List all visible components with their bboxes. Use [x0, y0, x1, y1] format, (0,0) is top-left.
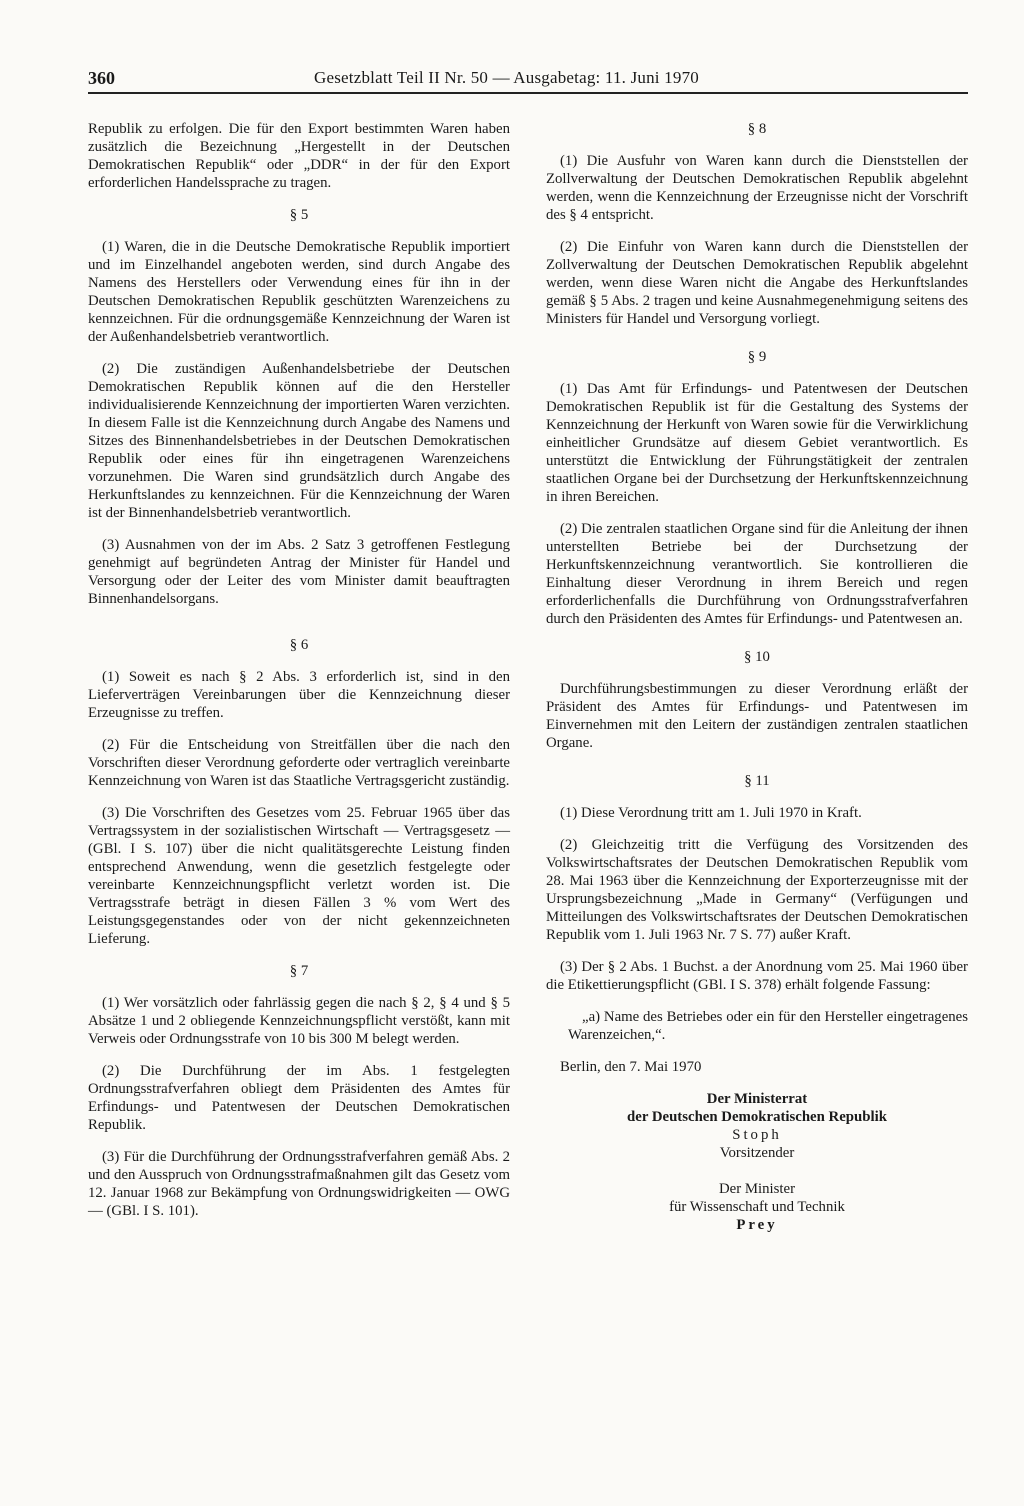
paragraph: Durchführungsbestimmungen zu dieser Verordnung erläßt der Präsident des Amtes für Erfindungs- und Patentwesen im Einvernehmen mit den Leitern der zuständigen zentralen staatlichen Organe.	[546, 681, 968, 751]
signatory-body: Der Ministerrat	[706, 1091, 808, 1107]
quoted-amendment: „a) Name des Betriebes oder ein für den Hersteller eingetragenes Warenzeichen,“.	[568, 1009, 968, 1043]
page-header	[88, 62, 968, 92]
left-column	[88, 120, 510, 1234]
signatory-role: Vorsitzender	[719, 1145, 795, 1161]
paragraph: (2) Die zentralen staatlichen Organe sind für die Anleitung der ihnen unterstellten Betriebe bei der Durchsetzung der Herkunftskennzeichnung verantwortlich. Sie kontrollieren die Einhaltung dieser Verordnung in ihrem Bereich und regen erforderlichenfalls die Durchführung von Ordnungsstrafverfahren durch den Präsidenten des Amtes für Erfindungs- und Patentwesen an.	[546, 521, 968, 627]
paragraph: Republik zu erfolgen. Die für den Export bestimmten Waren haben zusätzlich die Bezeichnung „Hergestellt in der Deutschen Demokratischen Republik“ oder „DDR“ in der für den Export erforderlichen Handelssprache zu tragen.	[88, 121, 510, 191]
signature-block	[546, 1090, 968, 1234]
paragraph: (2) Gleichzeitig tritt die Verfügung des Vorsitzenden des Volkswirtschaftsrates der Deutschen Demokratischen Republik vom 28. Mai 1963 über die Kennzeichnung der Exporterzeugnisse mit der Ursprungsbezeichnung „Made in Germany“ (Verfügungen und Mitteilungen des Volkswirtschaftsrates der Deutschen Demokratischen Republik vom 1. Juli 1963 Nr. 7 S. 77) außer Kraft.	[546, 837, 968, 943]
section-heading-11: § 11	[744, 773, 770, 789]
paragraph: (1) Wer vorsätzlich oder fahrlässig gegen die nach § 2, § 4 und § 5 Absätze 1 und 2 obliegende Kennzeichnungspflicht verstößt, kann mit Verweis oder Ordnungsstrafe von 10 bis 300 M belegt werden.	[88, 995, 510, 1047]
right-column	[546, 120, 968, 1234]
paragraph: (3) Ausnahmen von der im Abs. 2 Satz 3 getroffenen Festlegung genehmigt auf begründeten Antrag der Minister für Handel und Versorgung oder der Leiter des vom Minister damit beauftragten Binnenhandelsorgans.	[88, 537, 510, 607]
signatory-role-line2: für Wissenschaft und Technik	[669, 1199, 845, 1215]
signatory-body-line2: der Deutschen Demokratischen Republik	[627, 1109, 887, 1125]
paragraph: (3) Die Vorschriften des Gesetzes vom 25. Februar 1965 über das Vertragssystem in der sozialistischen Wirtschaft — Vertragsgesetz — (GBl. I S. 107) über die nicht qualitätsgerechte Leistung finden entsprechend Anwendung, wenn die gesetzlich festgelegte oder vereinbarte Kennzeichnungspflicht verletzt worden ist. Die Vertragsstrafe beträgt in diesen Fällen 3 % vom Wert des Leistungsgegenstandes oder von der nicht gekennzeichneten Lieferung.	[88, 805, 510, 947]
paragraph: (1) Soweit es nach § 2 Abs. 3 erforderlich ist, sind in den Lieferverträgen Vereinbarungen über die Kennzeichnung dieser Erzeugnisse zu treffen.	[88, 669, 510, 721]
paragraph: (1) Diese Verordnung tritt am 1. Juli 1970 in Kraft.	[560, 805, 862, 821]
paragraph: (2) Für die Entscheidung von Streitfällen über die nach den Vorschriften dieser Verordnung geforderte oder vertraglich vereinbarte Kennzeichnung von Waren ist das Staatliche Vertragsgericht zuständig.	[88, 737, 510, 789]
section-heading-5: § 5	[289, 207, 309, 223]
page-number: 360	[88, 68, 115, 88]
place-date: Berlin, den 7. Mai 1970	[560, 1059, 702, 1075]
paragraph: (1) Waren, die in die Deutsche Demokratische Republik importiert und im Einzelhandel angeboten werden, sind durch Angabe des Namens des Herstellers oder Verwendung eines für ihn in der Deutschen Demokratischen Republik geschützten Warenzeichens zu kennzeichnen. Für die ordnungsgemäße Kennzeichnung der Waren ist der Außenhandelsbetrieb verantwortlich.	[88, 239, 510, 345]
section-heading-6: § 6	[289, 637, 309, 653]
section-heading-8: § 8	[747, 121, 767, 137]
header-rule	[88, 92, 968, 94]
signatory-name: Stoph	[732, 1127, 782, 1143]
section-heading-9: § 9	[747, 349, 767, 365]
signatory-name: Prey	[736, 1217, 778, 1233]
signatory-role: Der Minister	[718, 1181, 796, 1197]
paragraph: (2) Die Durchführung der im Abs. 1 festgelegten Ordnungsstrafverfahren obliegt dem Präsidenten des Amtes für Erfindungs- und Patentwesen der Deutschen Demokratischen Republik.	[88, 1063, 510, 1133]
section-heading-10: § 10	[744, 649, 770, 665]
paragraph: (1) Das Amt für Erfindungs- und Patentwesen der Deutschen Demokratischen Republik ist für die Gestaltung des Systems der Kennzeichnung der Herkunft von Waren sowie für die Verwirklichung einheitlicher Grundsätze auf diesem Gebiet verantwortlich. Es unterstützt die Entwicklung der Führungstätigkeit der zentralen staatlichen Organe bei der Durchsetzung der Herkunftskennzeichnung in ihren Bereichen.	[546, 381, 968, 505]
paragraph: (2) Die Einfuhr von Waren kann durch die Dienststellen der Zollverwaltung der Deutschen Demokratischen Republik abgelehnt werden, wenn diese Waren nicht die Angabe des Herkunftslandes gemäß § 5 Abs. 2 tragen und keine Ausnahmegenehmigung seitens des Ministers für Handel und Versorgung vorliegt.	[546, 239, 968, 327]
section-heading-7: § 7	[289, 963, 309, 979]
paragraph: (3) Für die Durchführung der Ordnungsstrafverfahren gemäß Abs. 2 und den Ausspruch von Ordnungsstrafmaßnahmen gilt das Gesetz vom 12. Januar 1968 zur Bekämpfung von Ordnungswidrigkeiten — OWG — (GBl. I S. 101).	[88, 1149, 510, 1219]
paragraph: (2) Die zuständigen Außenhandelsbetriebe der Deutschen Demokratischen Republik können auf die den Hersteller individualisierende Kennzeichnung der importierten Waren verzichten. In diesem Falle ist die Kennzeichnung durch Angabe des Namens und Sitzes des Binnenhandelsbetriebes in der Deutschen Demokratischen Republik oder eines für ihn eingetragenen Warenzeichens vorzunehmen. Die Waren sind grundsätzlich durch Angabe des Herkunftslandes zu kennzeichnen. Für die Kennzeichnung der Waren ist der Binnenhandelsbetrieb verantwortlich.	[88, 361, 510, 521]
gazette-title: Gesetzblatt Teil II Nr. 50 — Ausgabetag: 11. Juni 1970	[314, 68, 699, 87]
paragraph: (3) Der § 2 Abs. 1 Buchst. a der Anordnung vom 25. Mai 1960 über die Etikettierungspflicht (GBl. I S. 378) erhält folgende Fassung:	[546, 959, 968, 993]
paragraph: (1) Die Ausfuhr von Waren kann durch die Dienststellen der Zollverwaltung der Deutschen Demokratischen Republik abgelehnt werden, wenn die Kennzeichnung der Erzeugnisse nicht der Vorschrift des § 4 entspricht.	[546, 153, 968, 223]
